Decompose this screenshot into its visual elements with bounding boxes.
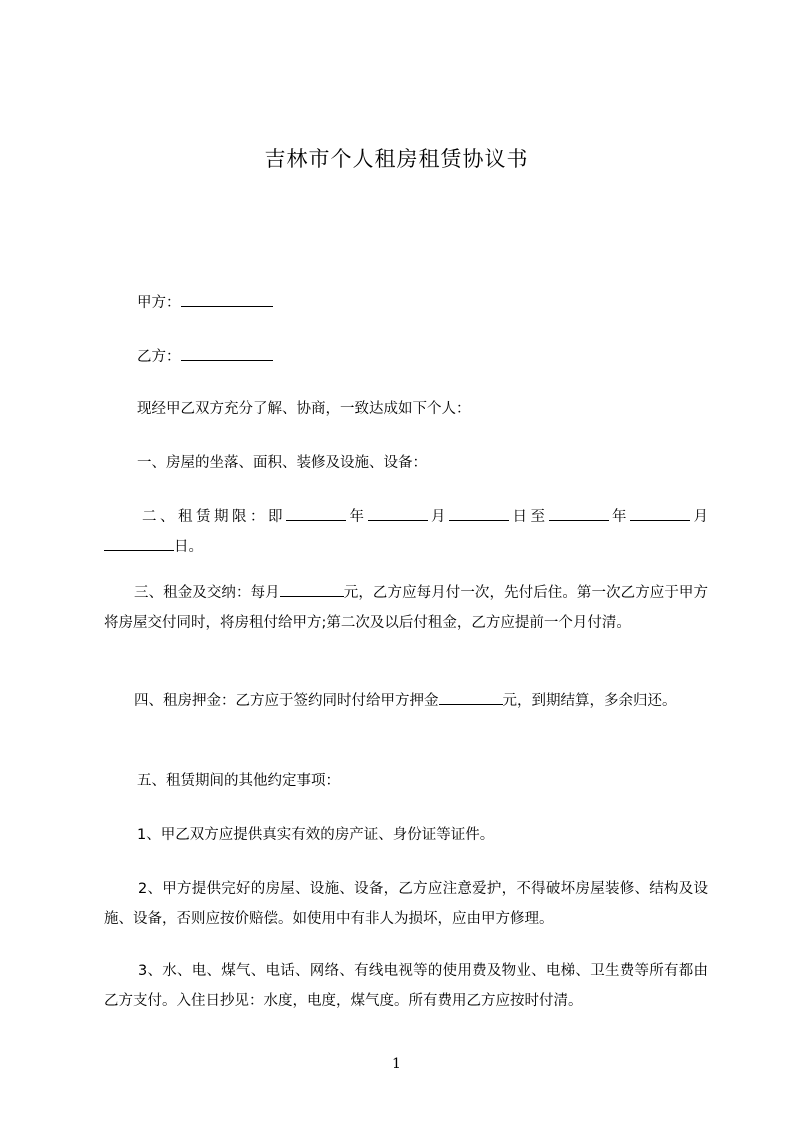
section-3-rest: 元，乙方应每月付一次，先付后住。第一次乙方应于甲方将房屋交付同时，将房租付给甲方;第二次及以后付租金，乙方应提前一个月付清。 <box>104 585 709 631</box>
end-month-blank[interactable] <box>630 506 690 521</box>
end-day-blank[interactable] <box>104 536 174 551</box>
start-day-blank[interactable] <box>449 506 509 521</box>
party-a-blank[interactable] <box>181 292 273 307</box>
item-3-paragraph: 3、水、电、煤气、电话、网络、有线电视等的使用费及物业、电梯、卫生费等所有都由乙方支付。入住日抄见：水度，电度，煤气度。所有费用乙方应按时付清。 <box>104 963 708 1009</box>
party-b-label: 乙方： <box>137 349 181 365</box>
party-b-blank[interactable] <box>181 346 273 361</box>
page-title: 吉林市个人租房租赁协议书 <box>264 147 529 171</box>
party-a-line <box>137 292 273 312</box>
section-3-paragraph <box>104 578 708 638</box>
end-day-label: 日。 <box>174 539 203 555</box>
start-month-label: 月 <box>427 509 449 525</box>
monthly-rent-blank[interactable] <box>280 582 344 597</box>
section-2-paragraph <box>104 502 708 562</box>
end-month-label: 月 <box>690 509 708 525</box>
section-4-rest: 元，到期结算，多余归还。 <box>502 693 677 709</box>
item-2-paragraph: 2、甲方提供完好的房屋、设施、设备，乙方应注意爱护，不得破坏房屋装修、结构及设施、设备，否则应按价赔偿。如使用中有非人为损坏，应由甲方修理。 <box>104 881 708 927</box>
start-year-blank[interactable] <box>286 506 346 521</box>
start-day-label: 日至 <box>509 509 549 525</box>
intro-text: 现经甲乙双方充分了解、协商，一致达成如下个人： <box>137 401 471 417</box>
start-year-label: 年 <box>346 509 368 525</box>
section-4-prefix: 四、租房押金：乙方应于签约同时付给甲方押金 <box>134 693 439 709</box>
section-3-prefix: 三、租金及交纳：每月 <box>134 585 280 601</box>
section-4-paragraph <box>104 686 708 716</box>
end-year-blank[interactable] <box>549 506 609 521</box>
deposit-blank[interactable] <box>439 690 503 705</box>
party-b-line <box>137 346 273 366</box>
page-number: 1 <box>392 1056 401 1072</box>
section-5-heading: 五、租赁期间的其他约定事项： <box>137 773 340 789</box>
section-1-heading: 一、房屋的坐落、面积、装修及设施、设备： <box>137 455 427 471</box>
item-1-text: 1、甲乙双方应提供真实有效的房产证、身份证等证件。 <box>137 827 495 843</box>
end-year-label: 年 <box>608 509 630 525</box>
section-2-prefix: 二、租赁期限：即 <box>142 509 286 525</box>
party-a-label: 甲方： <box>137 295 181 311</box>
start-month-blank[interactable] <box>368 506 428 521</box>
